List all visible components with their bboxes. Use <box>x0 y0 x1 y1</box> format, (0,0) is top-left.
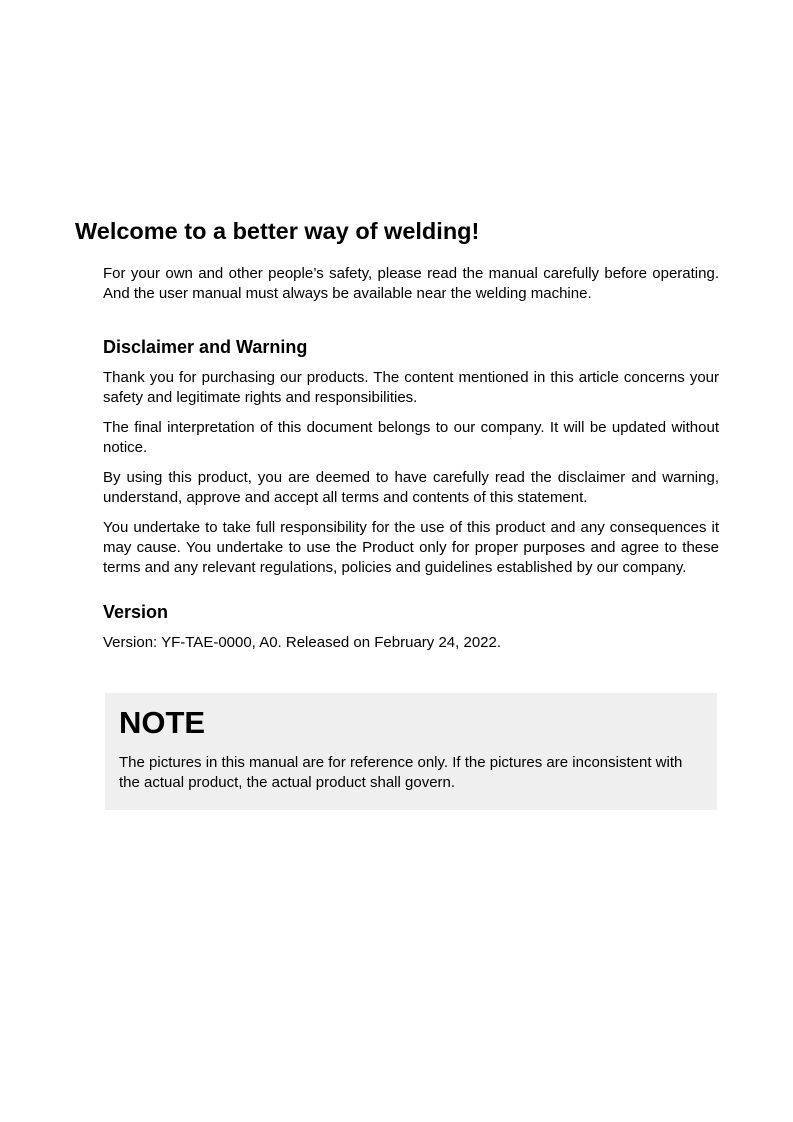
version-section <box>103 600 719 653</box>
note-title: NOTE <box>119 705 206 740</box>
disclaimer-paragraph: You undertake to take full responsibility for the use of this product and any consequences it may cause. You undertake to use the Product only for proper purposes and agree to these terms and any relevant regulations, policies and guidelines established by our company. <box>103 519 719 576</box>
intro-paragraph: For your own and other people’s safety, please read the manual carefully before operating. And the user manual must always be available near the welding machine. <box>103 265 719 302</box>
manual-content <box>103 264 719 653</box>
note-text: The pictures in this manual are for reference only. If the pictures are inconsistent with the actual product, the actual product shall govern. <box>119 754 683 791</box>
disclaimer-section <box>103 335 719 578</box>
disclaimer-paragraph: Thank you for purchasing our products. The content mentioned in this article concerns your safety and legitimate rights and responsibilities. <box>103 369 719 406</box>
note-box <box>105 693 717 810</box>
disclaimer-paragraph: The final interpretation of this document belongs to our company. It will be updated without notice. <box>103 419 719 456</box>
version-heading: Version <box>103 602 169 622</box>
disclaimer-paragraph: By using this product, you are deemed to have carefully read the disclaimer and warning, understand, approve and accept all terms and contents of this statement. <box>103 469 719 506</box>
version-text: Version: YF-TAE-0000, A0. Released on February 24, 2022. <box>103 634 502 651</box>
page-title: Welcome to a better way of welding! <box>75 218 480 244</box>
disclaimer-heading: Disclaimer and Warning <box>103 337 308 357</box>
